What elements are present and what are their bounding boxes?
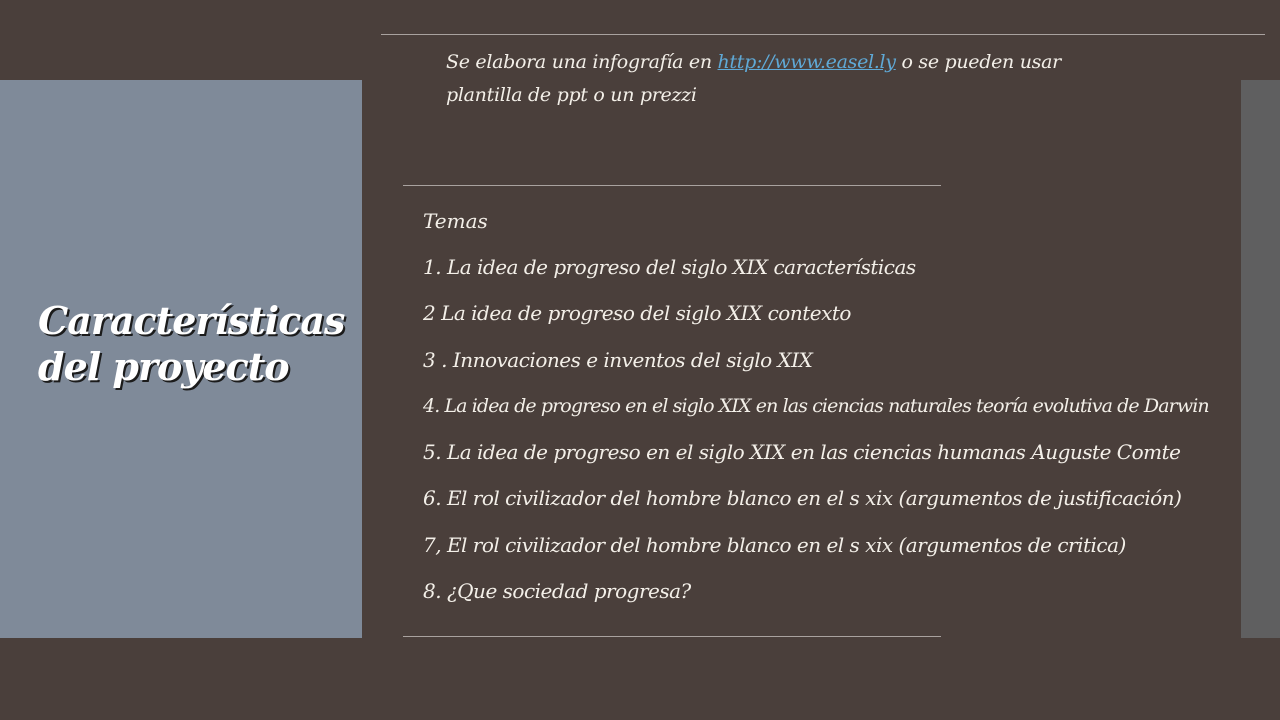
topic-item: 5. La idea de progreso en el siglo XIX en las ciencias humanas Auguste Comte <box>423 440 1181 465</box>
slide-title-line-1: Características <box>38 298 345 343</box>
topics-section <box>423 198 1238 614</box>
intro-before-link: Se elabora una infografía en <box>446 51 718 73</box>
slide-title-line-2: del proyecto <box>38 344 289 389</box>
topic-item: 3 . Innovaciones e inventos del siglo XIX <box>423 347 813 372</box>
topic-item: 7, El rol civilizador del hombre blanco en el s xix (argumentos de critica) <box>423 532 1126 557</box>
slide-title <box>38 298 348 390</box>
topics-bottom-divider <box>403 636 941 637</box>
topics-heading: Temas <box>423 209 488 233</box>
intro-text <box>446 46 1086 112</box>
topics-top-divider <box>403 185 941 186</box>
topic-item: 4. La idea de progreso en el siglo XIX en las ciencias naturales teoría evolutiva de Darwin <box>423 394 1209 417</box>
intro-after-link: o se pueden usar plantilla de ppt o un prezzi <box>446 51 1061 106</box>
topic-item: 8. ¿Que sociedad progresa? <box>423 579 691 604</box>
right-accent-strip <box>1241 80 1280 638</box>
topic-list <box>423 244 1238 614</box>
topic-item: 1. La idea de progreso del siglo XIX características <box>423 255 916 279</box>
top-divider <box>381 34 1265 35</box>
topic-item: 2 La idea de progreso del siglo XIX contexto <box>423 301 851 326</box>
easel-link[interactable]: http://www.easel.ly <box>717 51 896 73</box>
topic-item: 6. El rol civilizador del hombre blanco en el s xix (argumentos de justificación) <box>423 486 1182 511</box>
